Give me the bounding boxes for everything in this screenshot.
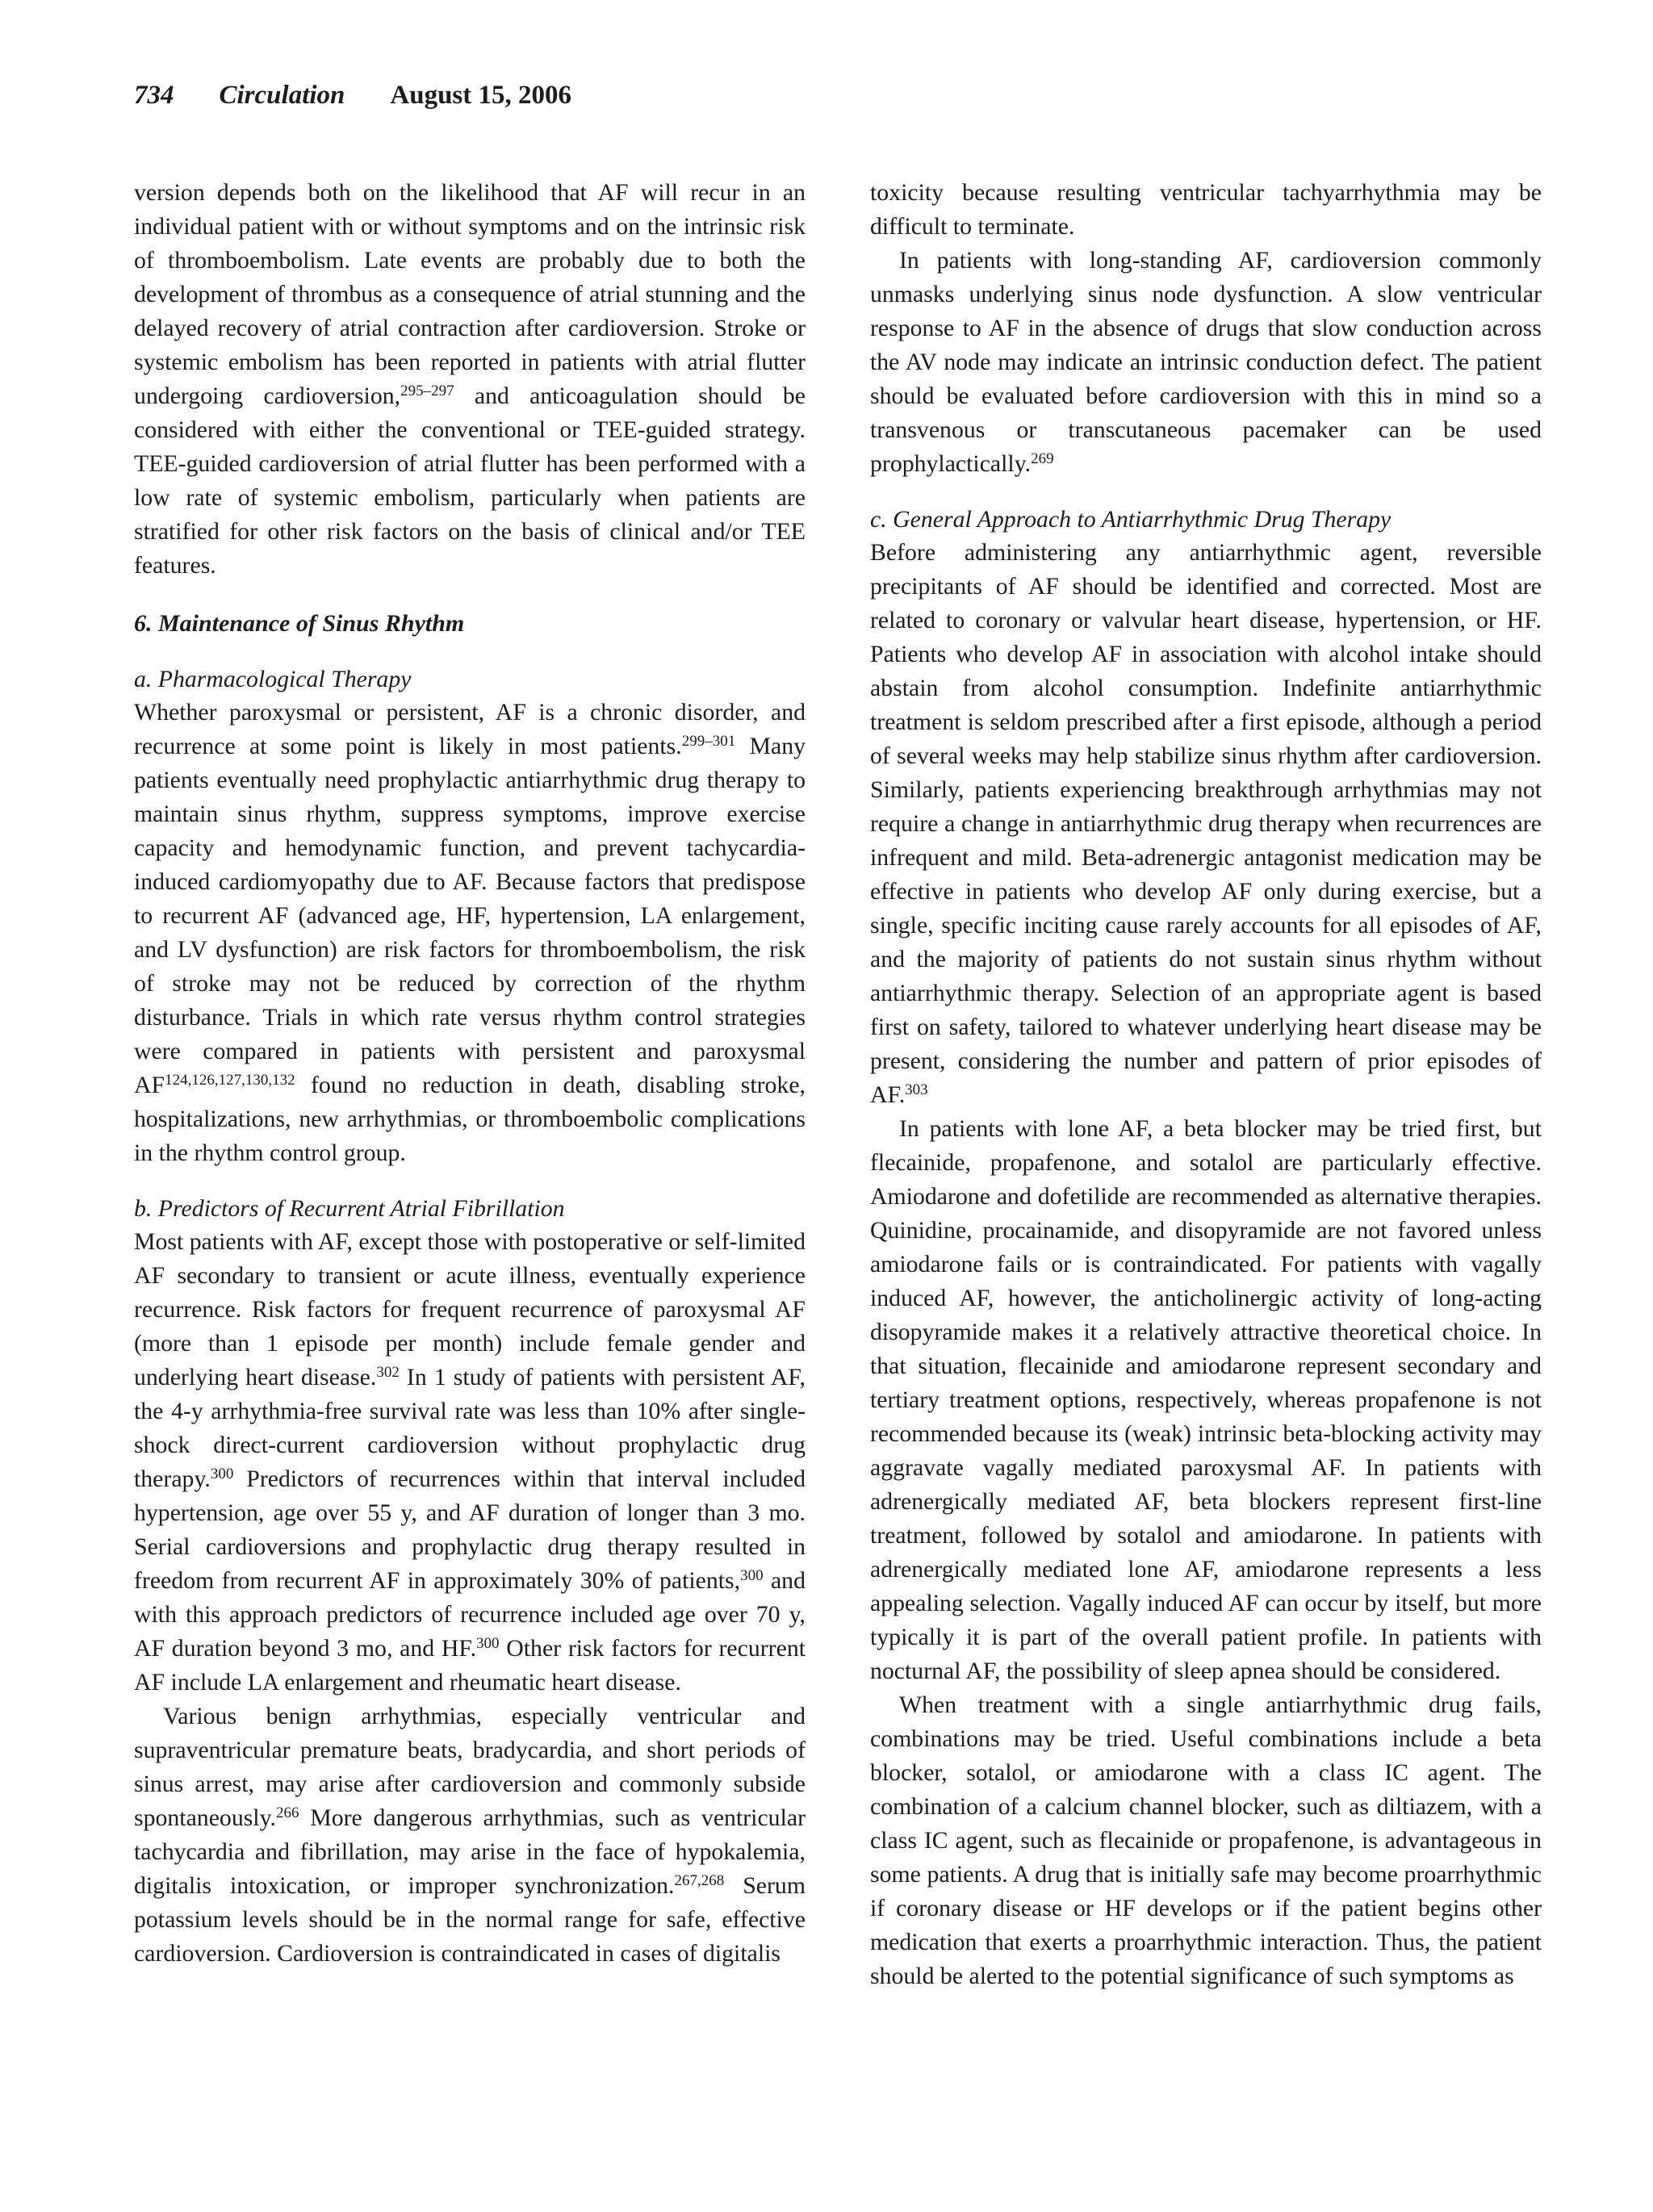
left-column [134, 176, 806, 1971]
text-run: Other risk factors for recurrent AF include LA enlargement and rheumatic heart disease. [134, 1635, 806, 1696]
citation: 300 [740, 1567, 764, 1584]
running-head [134, 81, 617, 111]
paragraph [870, 244, 1542, 481]
text-run: toxicity because resulting ventricular tachyarrhythmia may be difficult to terminate. [870, 179, 1542, 240]
text-run: Many patients eventually need prophylactic antiarrhythmic drug therapy to maintain sinus rhythm, suppress symptoms, improve exercise capacity and hemodynamic function, and prevent tachycardia-induced cardiomyopathy due to AF. Because factors that predispose to recurrent AF (advanced age, HF, hypertension, LA enlargement, and LV dysfunction) are risk factors for thromboembolism, the risk of stroke may not be reduced by correction of the rhythm disturbance. Trials in which rate versus rhythm control strategies were compared in patients with persistent and paroxysmal AF [134, 733, 806, 1098]
right-column [870, 176, 1542, 1993]
paragraph [870, 1688, 1542, 1993]
text-run: In patients with lone AF, a beta blocker may be tried first, but flecainide, propafenone, and sotalol are particularly effective. Amiodarone and dofetilide are recommended as alternative therapies. Quinidine, procainamide, and disopyramide are not favored unless amiodarone fails or is contraindicated. For patients with vagally induced AF, however, the anticholinergic activity of long-acting disopyramide makes it a relatively attractive theoretical choice. In that situation, flecainide and amiodarone represent secondary and tertiary treatment options, respectively, whereas propafenone is not recommended because its (weak) intrinsic beta-blocking activity may aggravate vagally mediated paroxysmal AF. In patients with adrenergically mediated AF, beta blockers represent first-line treatment, followed by sotalol and amiodarone. In patients with adrenergically mediated lone AF, amiodarone represents a less appealing selection. Vagally induced AF can occur by itself, but more typically it is part of the overall patient profile. In patients with nocturnal AF, the possibility of sleep apnea should be considered. [870, 1115, 1542, 1684]
text-run: Most patients with AF, except those with postoperative or self-limited AF secondary to transient or acute illness, eventually experience recurrence. Risk factors for frequent recurrence of paroxysmal AF (more than 1 episode per month) include female gender and underlying heart disease. [134, 1228, 806, 1390]
citation: 124,126,127,130,132 [165, 1072, 295, 1089]
journal-title: Circulation [219, 81, 345, 110]
text-run: When treatment with a single antiarrhythmic drug fails, combinations may be tried. Useful combinations include a beta blocker, sotalol, or amiodarone with a class IC agent. The combination of a calcium channel blocker, such as diltiazem, with a class IC agent, such as flecainide or propafenone, is advantageous in some patients. A drug that is initially safe may become proarrhythmic if coronary disease or HF develops or if the patient begins other medication that exerts a proarrhythmic interaction. Thus, the patient should be alerted to the potential significance of such symptoms as [870, 1691, 1542, 1989]
citation: 267,268 [674, 1872, 725, 1889]
text-run: and anticoagulation should be considered with either the conventional or TEE-guided strategy. TEE-guided cardioversion of atrial flutter has been performed with a low rate of systemic embolism, particularly when patients are stratified for other risk factors on the basis of clinical and/or TEE features. [134, 383, 806, 579]
subsection-heading: b. Predictors of Recurrent Atrial Fibrillation [134, 1195, 565, 1222]
text-run: More dangerous arrhythmias, such as ventricular tachycardia and fibrillation, may arise in the face of hypokalemia, digitalis intoxication, or improper synchronization. [134, 1804, 806, 1899]
citation: 303 [905, 1081, 928, 1098]
citation: 266 [276, 1804, 299, 1821]
paragraph [870, 176, 1542, 244]
paragraph [134, 1700, 806, 1971]
citation: 299–301 [681, 733, 736, 750]
text-run: version depends both on the likelihood that AF will recur in an individual patient with or without symptoms and on the intrinsic risk of thromboembolism. Late events are probably due to both the development of thrombus as a consequence of atrial stunning and the delayed recovery of atrial contraction after cardioversion. Stroke or systemic embolism has been reported in patients with atrial flutter undergoing cardioversion, [134, 179, 806, 409]
text-run: Whether paroxysmal or persistent, AF is a chronic disorder, and recurrence at some point is likely in most patients. [134, 699, 806, 759]
citation: 300 [476, 1635, 500, 1652]
paragraph [134, 696, 806, 1170]
paragraph [870, 1112, 1542, 1688]
section-heading: 6. Maintenance of Sinus Rhythm [134, 610, 465, 637]
text-run: Before administering any antiarrhythmic agent, reversible precipitants of AF should be identified and corrected. Most are related to coronary or valvular heart disease, hypertension, or HF. Patients who develop AF in association with alcohol intake should abstain from alcohol consumption. Indefinite antiarrhythmic treatment is seldom prescribed after a first episode, although a period of several weeks may help stabilize sinus rhythm after cardioversion. Similarly, patients experiencing breakthrough arrhythmias may not require a change in antiarrhythmic drug therapy when recurrences are infrequent and mild. Beta-adrenergic antagonist medication may be effective in patients who develop AF only during exercise, but a single, specific inciting cause rarely accounts for all episodes of AF, and the majority of patients do not sustain sinus rhythm without antiarrhythmic therapy. Selection of an appropriate agent is based first on safety, tailored to whatever underlying heart disease may be present, considering the number and pattern of prior episodes of AF. [870, 539, 1542, 1108]
page-number: 734 [134, 81, 174, 110]
text-run: and with this approach predictors of recurrence included age over 70 y, AF duration beyond 3 mo, and HF. [134, 1567, 806, 1662]
citation: 302 [376, 1364, 400, 1381]
text-run: Serum potassium levels should be in the normal range for safe, effective cardioversion. Cardioversion is contraindicated in cases of digitalis [134, 1872, 806, 1967]
citation: 295–297 [400, 383, 454, 399]
citation: 300 [210, 1466, 234, 1482]
paragraph [134, 1225, 806, 1700]
subsection-heading: a. Pharmacological Therapy [134, 666, 412, 692]
citation: 269 [1031, 450, 1054, 467]
text-run: found no reduction in death, disabling stroke, hospitalizations, new arrhythmias, or thromboembolic complications in the rhythm control group. [134, 1072, 806, 1166]
text-run: In patients with long-standing AF, cardioversion commonly unmasks underlying sinus node dysfunction. A slow ventricular response to AF in the absence of drugs that slow conduction across the AV node may indicate an intrinsic conduction defect. The patient should be evaluated before cardioversion with this in mind so a transvenous or transcutaneous pacemaker can be used prophylactically. [870, 247, 1542, 477]
text-run: Various benign arrhythmias, especially ventricular and supraventricular premature beats, bradycardia, and short periods of sinus arrest, may arise after cardioversion and commonly subside spontaneously. [134, 1703, 806, 1831]
paragraph [134, 176, 806, 583]
issue-date: August 15, 2006 [390, 81, 572, 110]
text-run: Predictors of recurrences within that interval included hypertension, age over 55 y, and AF duration of longer than 3 mo. Serial cardioversions and prophylactic drug therapy resulted in freedom from recurrent AF in approximately 30% of patients, [134, 1466, 806, 1594]
text-run: In 1 study of patients with persistent AF, the 4-y arrhythmia-free survival rate was less than 10% after single-shock direct-current cardioversion without prophylactic drug therapy. [134, 1364, 806, 1492]
subsection-heading: c. General Approach to Antiarrhythmic Drug Therapy [870, 506, 1391, 533]
paragraph [870, 536, 1542, 1112]
